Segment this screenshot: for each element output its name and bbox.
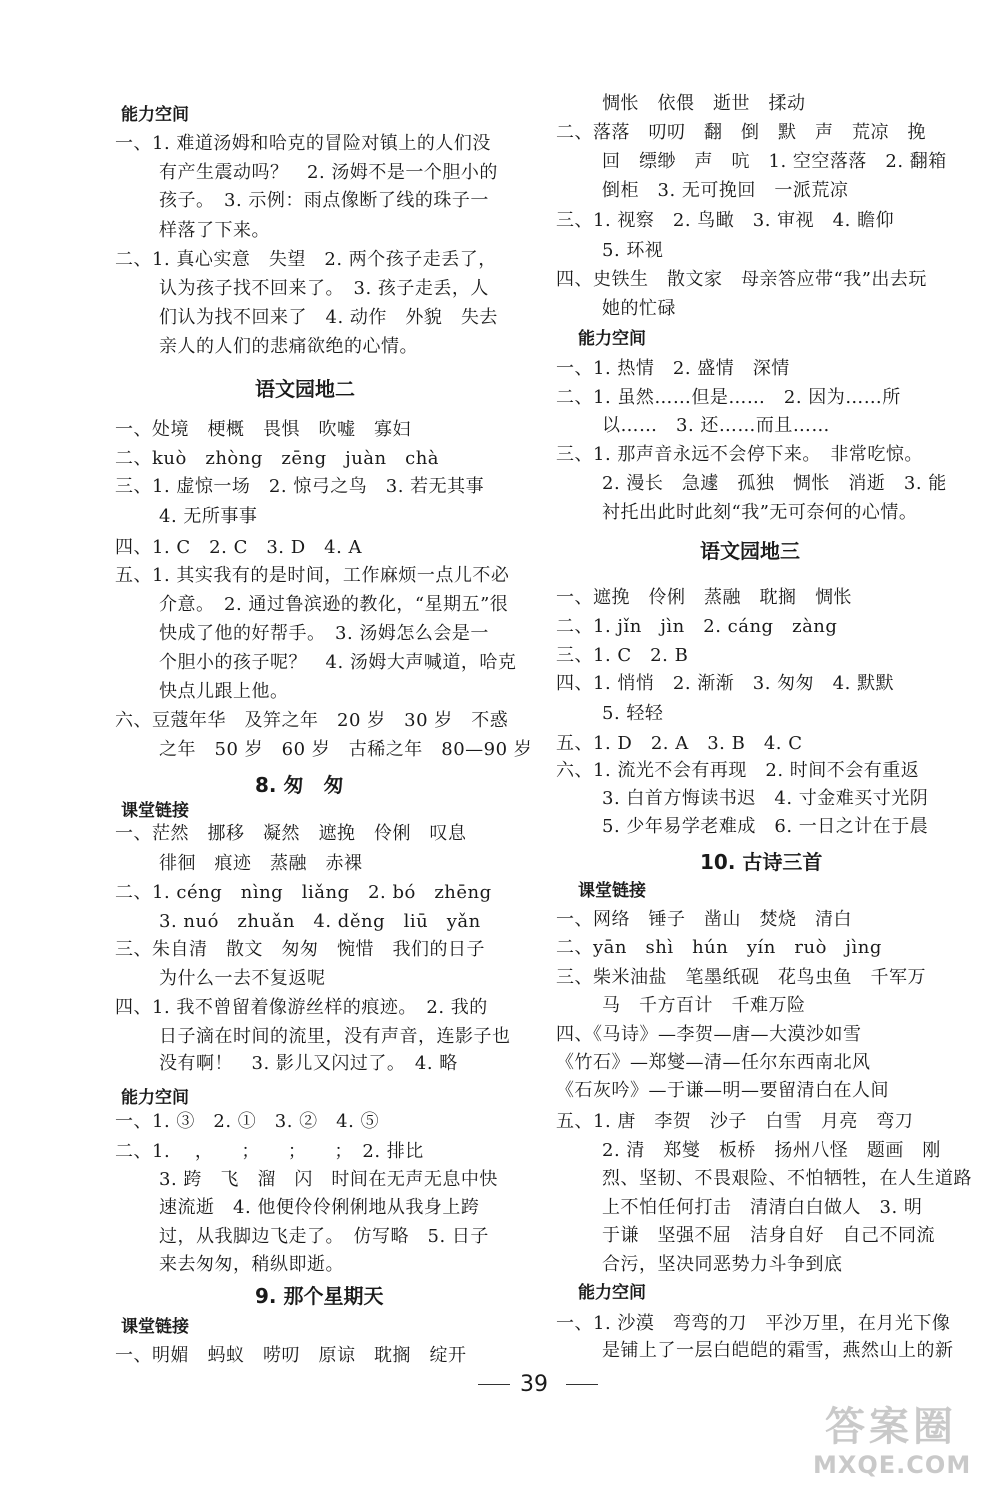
- answer-line: 五、1. 唐 李贺 沙子 白雪 月亮 弯刀: [556, 1111, 914, 1132]
- answer-line: 回 缥缈 声 吭 1. 空空落落 2. 翻箱: [602, 151, 947, 172]
- answer-line: 4. 无所事事: [159, 506, 258, 527]
- answer-line: 过，从我脚边飞走了。 仿写略 5. 日子: [159, 1226, 489, 1247]
- section-title: 10. 古诗三首: [700, 850, 823, 874]
- answer-line: 于谦 坚强不屈 洁身自好 自己不同流: [602, 1225, 935, 1246]
- answer-line: 《竹石》—郑燮—清—任尔东西南北风: [556, 1052, 871, 1073]
- answer-line: 她的忙碌: [602, 298, 676, 319]
- answer-line: 三、1. 虚惊一场 2. 惊弓之鸟 3. 若无其事: [115, 476, 485, 497]
- answer-line: 一、明媚 蚂蚁 唠叨 原谅 耽搁 绽开: [115, 1345, 467, 1366]
- answer-line: 3. 跨 飞 溜 闪 时间在无声无息中快: [159, 1169, 498, 1190]
- answer-line: 没有啊！ 3. 影儿又闪过了。 4. 略: [159, 1053, 458, 1074]
- answer-line: 合污，坚决同恶势力斗争到底: [602, 1254, 843, 1275]
- answer-line: 为什么一去不复返呢: [159, 968, 326, 989]
- section-title: 9. 那个星期天: [255, 1284, 384, 1308]
- answer-line: 一、处境 梗概 畏惧 吹嘘 寡妇: [115, 419, 411, 440]
- answer-line: 四、《马诗》—李贺—唐—大漠沙如雪: [556, 1024, 862, 1045]
- subsection-heading: 课堂链接: [121, 801, 189, 821]
- answer-line: 一、1. ③ 2. ① 3. ② 4. ⑤: [115, 1111, 380, 1132]
- answer-line: 3. 白首方悔读书迟 4. 寸金难买寸光阴: [602, 788, 929, 809]
- answer-line: 一、遮挽 伶俐 蒸融 耽搁 惆怅: [556, 587, 852, 608]
- answer-line: 孩子。 3. 示例：雨点像断了线的珠子一: [159, 190, 489, 211]
- answer-line: 四、1. 我不曾留着像游丝样的痕迹。 2. 我的: [115, 997, 488, 1018]
- answer-line: 二、yān shì hún yín ruò jìng: [556, 937, 882, 958]
- answer-line: 亲人的人们的悲痛欲绝的心情。: [159, 336, 418, 357]
- answer-line: 个胆小的孩子呢？ 4. 汤姆大声喊道，哈克: [159, 652, 517, 673]
- answer-line: 《石灰吟》—于谦—明—要留清白在人间: [556, 1080, 889, 1101]
- answer-line: 3. nuó zhuǎn 4. děng liū yǎn: [159, 911, 481, 932]
- answer-line: 以…… 3. 还……而且……: [602, 415, 830, 436]
- answer-line: 二、1. 虽然……但是…… 2. 因为……所: [556, 387, 901, 408]
- answer-line: 来去匆匆，稍纵即逝。: [159, 1254, 344, 1275]
- answer-line: 日子滴在时间的流里，没有声音，连影子也: [159, 1026, 511, 1047]
- answer-line: 5. 轻轻: [602, 703, 664, 724]
- answer-line: 之年 50 岁 60 岁 古稀之年 80—90 岁: [159, 739, 533, 760]
- answer-line: 五、1. D 2. A 3. B 4. C: [556, 733, 803, 754]
- answer-line: 们认为找不回来了 4. 动作 外貌 失去: [159, 307, 498, 328]
- answer-line: 2. 清 郑燮 板桥 扬州八怪 题画 刚: [602, 1140, 941, 1161]
- answer-line: 二、1. 真心实意 失望 2. 两个孩子走丢了，: [115, 249, 497, 270]
- answer-line: 倒柜 3. 无可挽回 一派荒凉: [602, 180, 849, 201]
- subsection-heading: 能力空间: [578, 329, 646, 349]
- answer-line: 三、柴米油盐 笔墨纸砚 花鸟虫鱼 千军万: [556, 967, 926, 988]
- page-number-dash-left: [478, 1384, 510, 1385]
- answer-line: 衬托出此时此刻“我”无可奈何的心情。: [602, 502, 918, 523]
- answer-line: 四、史铁生 散文家 母亲答应带“我”出去玩: [556, 269, 927, 290]
- subsection-heading: 能力空间: [121, 1088, 189, 1108]
- answer-line: 认为孩子找不回来了。 3. 孩子走丢，人: [159, 278, 489, 299]
- watermark-logo: [805, 1395, 995, 1485]
- answer-line: 一、茫然 挪移 凝然 遮挽 伶俐 叹息: [115, 823, 467, 844]
- answer-line: 三、1. 那声音永远不会停下来。 非常吃惊。: [556, 444, 923, 465]
- page-number: 39: [520, 1372, 548, 1397]
- answer-line: 六、豆蔻年华 及笄之年 20 岁 30 岁 不惑: [115, 710, 509, 731]
- section-title: 语文园地二: [255, 377, 355, 401]
- subsection-heading: 课堂链接: [578, 881, 646, 901]
- answer-line: 四、1. C 2. C 3. D 4. A: [115, 537, 363, 558]
- answer-line: 是铺上了一层白皑皑的霜雪，燕然山上的新: [602, 1340, 954, 1361]
- answer-line: 快点儿跟上他。: [159, 681, 289, 702]
- answer-line: 烈、坚韧、不畏艰险、不怕牺牲，在人生道路: [602, 1168, 972, 1189]
- answer-line: 二、kuò zhòng zēng juàn chà: [115, 448, 440, 469]
- answer-line: 2. 漫长 急遽 孤独 惆怅 消逝 3. 能: [602, 473, 947, 494]
- answer-line: 徘徊 痕迹 蒸融 赤裸: [159, 853, 363, 874]
- answer-line: 有产生震动吗？ 2. 汤姆不是一个胆小的: [159, 162, 498, 183]
- answer-line: 一、1. 热情 2. 盛情 深情: [556, 358, 790, 379]
- answer-line: 介意。 2. 通过鲁滨逊的教化，“星期五”很: [159, 594, 509, 615]
- watermark-text: 答案圈: [825, 1404, 957, 1450]
- answer-line: 二、1. ， ； ； ； 2. 排比: [115, 1141, 424, 1162]
- answer-line: 5. 少年易学老难成 6. 一日之计在于晨: [602, 816, 929, 837]
- answer-line: 一、网络 锤子 凿山 焚烧 清白: [556, 909, 852, 930]
- answer-line: 惆怅 依偎 逝世 揉动: [602, 93, 806, 114]
- answer-line: 样落了下来。: [159, 220, 270, 241]
- answer-line: 速流逝 4. 他便伶伶俐俐地从我身上跨: [159, 1197, 480, 1218]
- answer-line: 四、1. 悄悄 2. 渐渐 3. 匆匆 4. 默默: [556, 673, 895, 694]
- answer-line: 六、1. 流光不会有再现 2. 时间不会有重返: [556, 760, 920, 781]
- answer-line: 二、1. céng nìng liǎng 2. bó zhēng: [115, 882, 492, 903]
- answer-line: 五、1. 其实我有的是时间，工作麻烦一点儿不必: [115, 565, 510, 586]
- answer-line: 上不怕任何打击 清清白白做人 3. 明: [602, 1197, 923, 1218]
- answer-line: 快成了他的好帮手。 3. 汤姆怎么会是一: [159, 623, 489, 644]
- subsection-heading: 能力空间: [121, 105, 189, 125]
- subsection-heading: 课堂链接: [121, 1317, 189, 1337]
- answer-line: 三、1. 视察 2. 鸟瞰 3. 审视 4. 瞻仰: [556, 210, 895, 231]
- answer-line: 三、1. C 2. B: [556, 645, 689, 666]
- answer-line: 三、朱自清 散文 匆匆 惋惜 我们的日子: [115, 939, 485, 960]
- section-title: 语文园地三: [700, 539, 800, 563]
- watermark-url: MXQE.COM: [813, 1451, 972, 1479]
- subsection-heading: 能力空间: [578, 1283, 646, 1303]
- answer-line: 马 千方百计 千难万险: [602, 995, 806, 1016]
- page-number-dash-right: [566, 1384, 598, 1385]
- answer-line: 一、1. 难道汤姆和哈克的冒险对镇上的人们没: [115, 133, 491, 154]
- answer-line: 二、1. jǐn jìn 2. cáng zàng: [556, 616, 838, 637]
- answer-line: 二、落落 叨叨 翻 倒 默 声 荒凉 挽: [556, 122, 926, 143]
- answer-line: 一、1. 沙漠 弯弯的刀 平沙万里，在月光下像: [556, 1313, 951, 1334]
- answer-line: 5. 环视: [602, 240, 664, 261]
- section-title: 8. 匆 匆: [255, 773, 344, 797]
